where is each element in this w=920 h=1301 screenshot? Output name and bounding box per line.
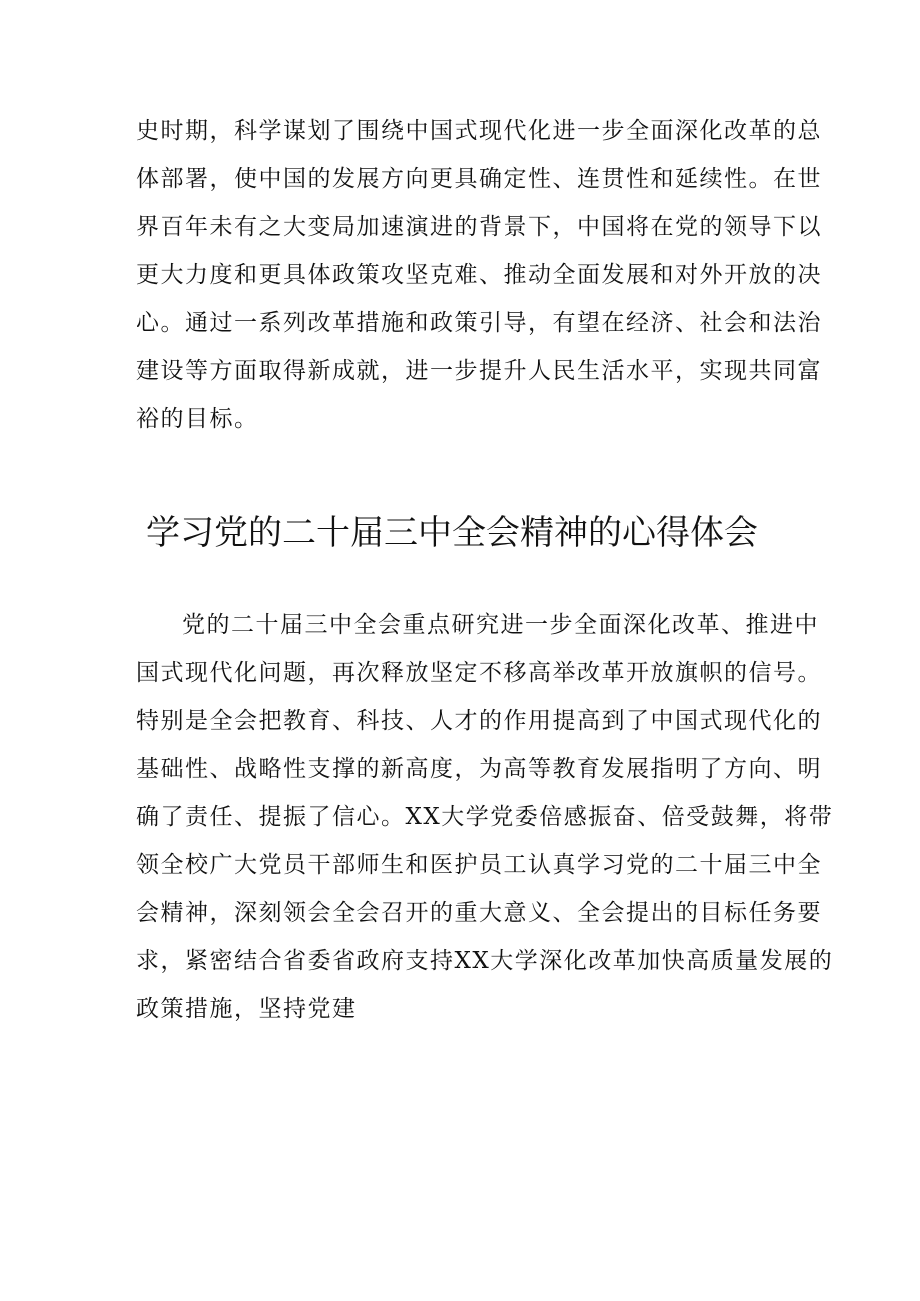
paragraph-line: 基础性、战略性支撑的新高度，为高等教育发展指明了方向、明	[136, 756, 822, 782]
paragraph-line: 国式现代化问题，再次释放坚定不移高举改革开放旗帜的信号。	[136, 660, 822, 686]
paragraph-line: 确了责任、提振了信心。XX大学党委倍感振奋、倍受鼓舞，将带	[136, 804, 834, 830]
paragraph-line: 党的二十届三中全会重点研究进一步全面深化改革、推进中	[182, 612, 819, 638]
paragraph-line: 会精神，深刻领会全会召开的重大意义、全会提出的目标任务要	[136, 900, 822, 926]
paragraph-line: 体部署，使中国的发展方向更具确定性、连贯性和延续性。在世	[136, 166, 822, 192]
paragraph-continued	[136, 108, 822, 444]
section-heading: 学习党的二十届三中全会精神的心得体会	[146, 513, 758, 553]
paragraph-line: 界百年未有之大变局加速演进的背景下，中国将在党的领导下以	[136, 214, 822, 240]
paragraph-line: 建设等方面取得新成就，进一步提升人民生活水平，实现共同富	[136, 358, 822, 384]
paragraph-line: 心。通过一系列改革措施和政策引导，有望在经济、社会和法治	[136, 310, 822, 336]
paragraph-line: 更大力度和更具体政策攻坚克难、推动全面发展和对外开放的决	[136, 262, 822, 288]
paragraph-line: 领全校广大党员干部师生和医护员工认真学习党的二十届三中全	[136, 852, 822, 878]
paragraph-body	[136, 602, 834, 1034]
paragraph-line: 史时期，科学谋划了围绕中国式现代化进一步全面深化改革的总	[136, 118, 822, 144]
paragraph-line: 政策措施，坚持党建	[136, 996, 357, 1022]
paragraph-line: 裕的目标。	[136, 406, 259, 432]
paragraph-line: 求，紧密结合省委省政府支持XX大学深化改革加快高质量发展的	[136, 948, 834, 974]
paragraph-line: 特别是全会把教育、科技、人才的作用提高到了中国式现代化的	[136, 708, 822, 734]
